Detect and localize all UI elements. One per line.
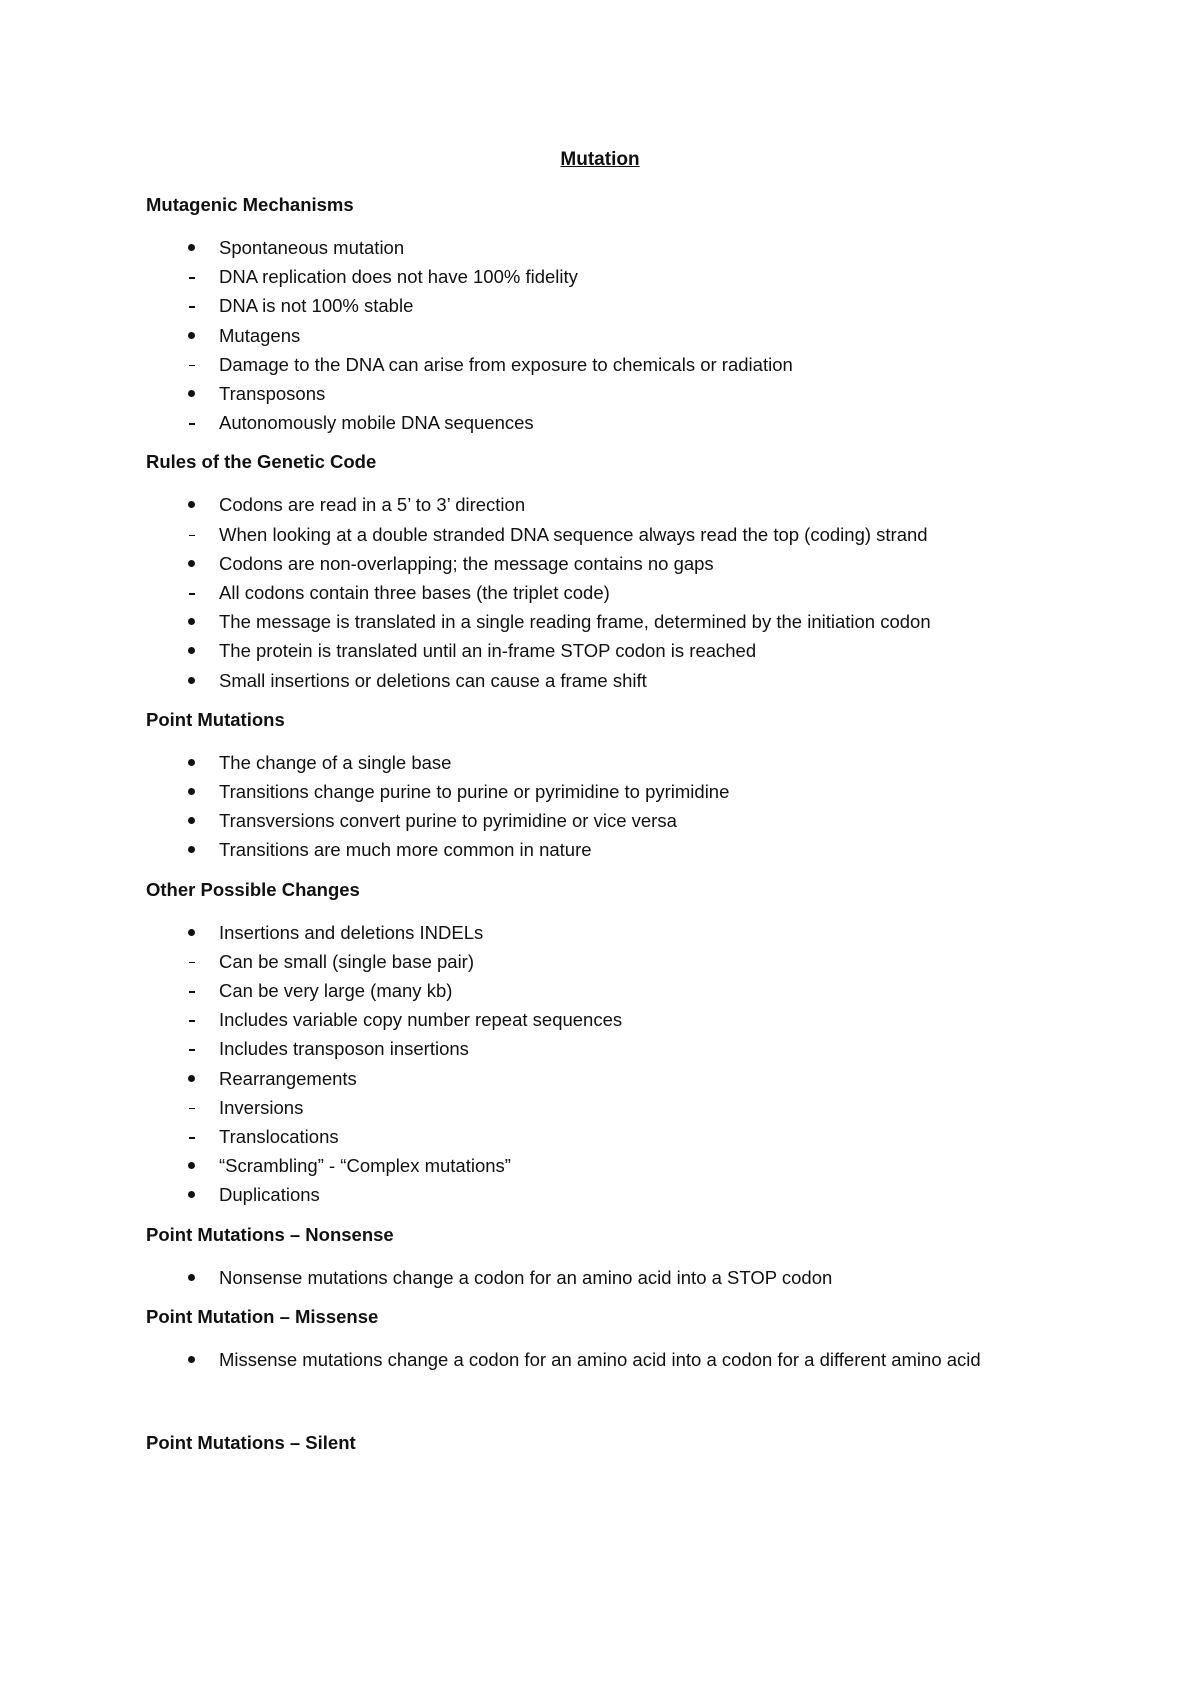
section-point-mutations-nonsense: [146, 1220, 1126, 1292]
dash-icon: [146, 1034, 219, 1063]
bullet-icon: [146, 835, 219, 864]
dash-icon: [146, 350, 219, 379]
list-item: The protein is translated until an in-frame STOP codon is reached: [146, 636, 1126, 665]
dash-icon: [146, 1122, 219, 1151]
list-item: Transitions change purine to purine or pyrimidine to pyrimidine: [146, 777, 1126, 806]
list-item: The change of a single base: [146, 748, 1126, 777]
section-heading: Point Mutations – Nonsense: [146, 1223, 394, 1245]
list-item: Transversions convert purine to pyrimidine or vice versa: [146, 806, 1126, 835]
section-heading: Point Mutations: [146, 708, 285, 730]
dash-icon: [146, 520, 219, 549]
section-other-possible-changes: [146, 875, 1126, 1210]
list-item: The message is translated in a single reading frame, determined by the initiation codon: [146, 607, 1126, 636]
dash-icon: [146, 976, 219, 1005]
list-item: Inversions: [146, 1093, 1126, 1122]
dash-icon: [146, 1005, 219, 1034]
dash-icon: [146, 291, 219, 320]
list-item: Transitions are much more common in nature: [146, 835, 1126, 864]
list-item: Codons are read in a 5’ to 3’ direction: [146, 490, 1126, 519]
list-item: Autonomously mobile DNA sequences: [146, 408, 1126, 437]
bullet-icon: [146, 636, 219, 665]
list-item: Insertions and deletions INDELs: [146, 918, 1126, 947]
section-heading: Mutagenic Mechanisms: [146, 194, 354, 215]
list-item: “Scrambling” - “Complex mutations”: [146, 1151, 1126, 1180]
list-item: Can be very large (many kb): [146, 976, 1126, 1005]
bullet-icon: [146, 1263, 219, 1292]
section-mutagenic-mechanisms: [146, 190, 1126, 437]
list-item: Spontaneous mutation: [146, 233, 1126, 262]
list-item: DNA is not 100% stable: [146, 291, 1126, 320]
bullet-icon: [146, 1064, 219, 1093]
section-heading: Other Possible Changes: [146, 878, 360, 900]
bullet-icon: [146, 607, 219, 636]
dash-icon: [146, 262, 219, 291]
list-item: Includes transposon insertions: [146, 1034, 1126, 1063]
section-point-mutations: [146, 705, 1126, 865]
list-item: When looking at a double stranded DNA sequence always read the top (coding) strand: [146, 520, 1126, 549]
bullet-icon: [146, 490, 219, 519]
bullet-icon: [146, 321, 219, 350]
section-rules-of-genetic-code: [146, 447, 1126, 694]
bullet-icon: [146, 1345, 219, 1374]
dash-icon: [146, 408, 219, 437]
list-item: DNA replication does not have 100% fidelity: [146, 262, 1126, 291]
bullet-icon: [146, 777, 219, 806]
dash-icon: [146, 947, 219, 976]
list-item: Missense mutations change a codon for an amino acid into a codon for a different amino acid: [146, 1345, 1126, 1374]
list-item: Damage to the DNA can arise from exposure to chemicals or radiation: [146, 350, 1126, 379]
bullet-icon: [146, 549, 219, 578]
document-body: [146, 190, 1126, 1471]
section-point-mutation-missense: [146, 1302, 1126, 1374]
bullet-icon: [146, 379, 219, 408]
section-heading: Point Mutations – Silent: [146, 1432, 356, 1454]
list-item: Small insertions or deletions can cause a frame shift: [146, 666, 1126, 695]
bullet-icon: [146, 666, 219, 695]
section-heading: Rules of the Genetic Code: [146, 451, 377, 473]
dash-icon: [146, 1093, 219, 1122]
list-item: Rearrangements: [146, 1064, 1126, 1093]
list-item: Codons are non-overlapping; the message contains no gaps: [146, 549, 1126, 578]
bullet-icon: [146, 806, 219, 835]
list-item: Transposons: [146, 379, 1126, 408]
section-heading: Point Mutation – Missense: [146, 1305, 379, 1327]
section-point-mutations-silent: [146, 1428, 1126, 1457]
bullet-icon: [146, 918, 219, 947]
list-item: Includes variable copy number repeat sequences: [146, 1005, 1126, 1034]
dash-icon: [146, 578, 219, 607]
list-item: Can be small (single base pair): [146, 947, 1126, 976]
list-item: Translocations: [146, 1122, 1126, 1151]
bullet-icon: [146, 1151, 219, 1180]
bullet-icon: [146, 748, 219, 777]
list-item: All codons contain three bases (the triplet code): [146, 578, 1126, 607]
list-item: Duplications: [146, 1180, 1126, 1209]
list-item: Nonsense mutations change a codon for an amino acid into a STOP codon: [146, 1263, 1126, 1292]
bullet-icon: [146, 233, 219, 262]
list-item: Mutagens: [146, 321, 1126, 350]
page-title: Mutation: [560, 149, 640, 170]
blank-line: [146, 1384, 1126, 1428]
bullet-icon: [146, 1180, 219, 1209]
